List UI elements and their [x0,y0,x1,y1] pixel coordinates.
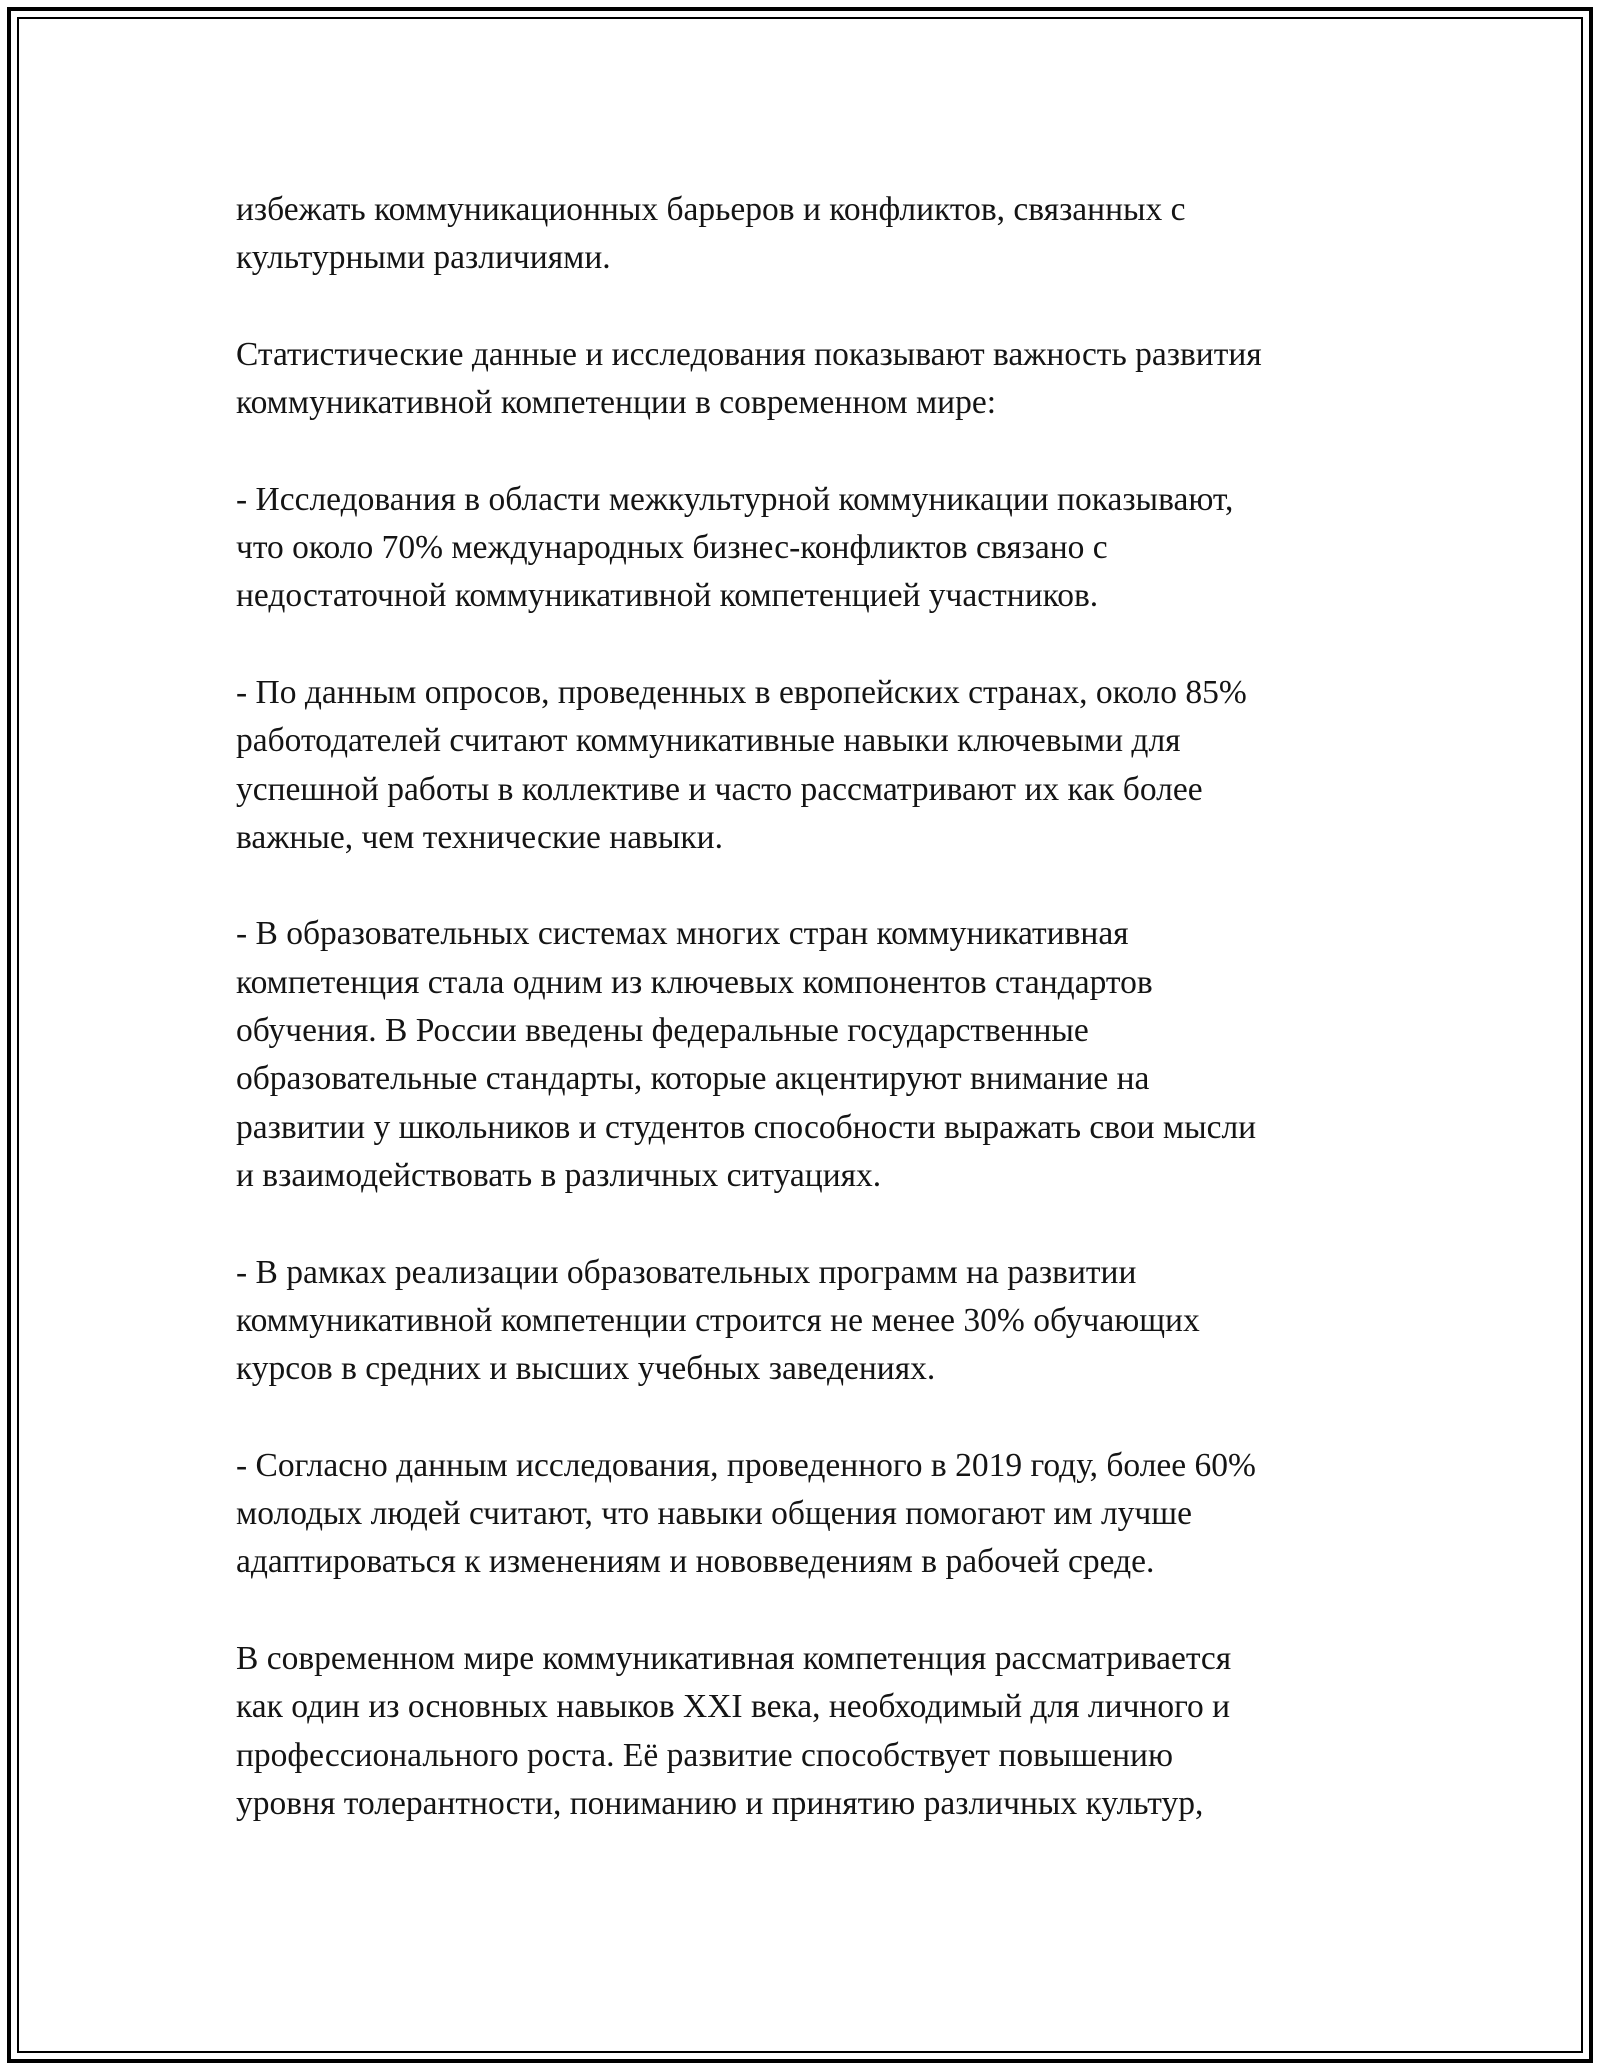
text-line: успешной работы в коллективе и часто рассматривают их как более [236,770,1203,808]
text-line: - Исследования в области межкультурной коммуникации показывают, [236,480,1234,518]
text-line: коммуникативной компетенции строится не менее 30% обучающих [236,1301,1200,1339]
text-line: и взаимодействовать в различных ситуациях. [236,1156,882,1194]
text-line: компетенция стала одним из ключевых компонентов стандартов [236,963,1153,1001]
text-line: развитии у школьников и студентов способности выражать свои мысли [236,1108,1257,1146]
paragraph [236,1442,1376,1587]
text-line: работодателей считают коммуникативные навыки ключевыми для [236,722,1181,760]
text-line: курсов в средних и высших учебных заведениях. [236,1350,936,1388]
text-line: профессионального роста. Её развитие способствует повышению [236,1736,1174,1774]
paragraph [236,1635,1376,1828]
text-line: избежать коммуникационных барьеров и конфликтов, связанных с [236,191,1186,228]
text-line: молодых людей считают, что навыки общения помогают им лучше [236,1495,1192,1533]
paragraph [236,910,1376,1200]
text-line: культурными различиями. [236,239,611,277]
paragraph [236,1249,1376,1394]
text-line: важные, чем технические навыки. [236,818,723,856]
text-line: - В образовательных системах многих стран коммуникативная [236,915,1129,953]
text-line: Статистические данные и исследования показывают важность развития [236,335,1262,373]
paragraph [236,669,1376,862]
paragraph [236,186,1376,283]
document-body [236,186,1376,1828]
text-line: - В рамках реализации образовательных программ на развитии [236,1253,1137,1291]
text-line: как один из основных навыков XXI века, необходимый для личного и [236,1688,1231,1726]
text-line: - По данным опросов, проведенных в европейских странах, около 85% [236,673,1247,711]
text-line: образовательные стандарты, которые акцентируют внимание на [236,1060,1150,1098]
text-line: уровня толерантности, пониманию и принятию различных культур, [236,1784,1204,1822]
paragraph [236,331,1376,428]
text-line: - Согласно данным исследования, проведенного в 2019 году, более 60% [236,1446,1256,1484]
text-line: что около 70% международных бизнес-конфликтов связано с [236,529,1108,567]
text-line: коммуникативной компетенции в современном мире: [236,384,997,422]
text-line: адаптироваться к изменениям и нововведениям в рабочей среде. [236,1543,1155,1581]
text-line: В современном мире коммуникативная компетенция рассматривается [236,1639,1232,1677]
text-line: недостаточной коммуникативной компетенцией участников. [236,577,1099,615]
text-line: обучения. В России введены федеральные государственные [236,1012,1089,1050]
paragraph [236,476,1376,621]
